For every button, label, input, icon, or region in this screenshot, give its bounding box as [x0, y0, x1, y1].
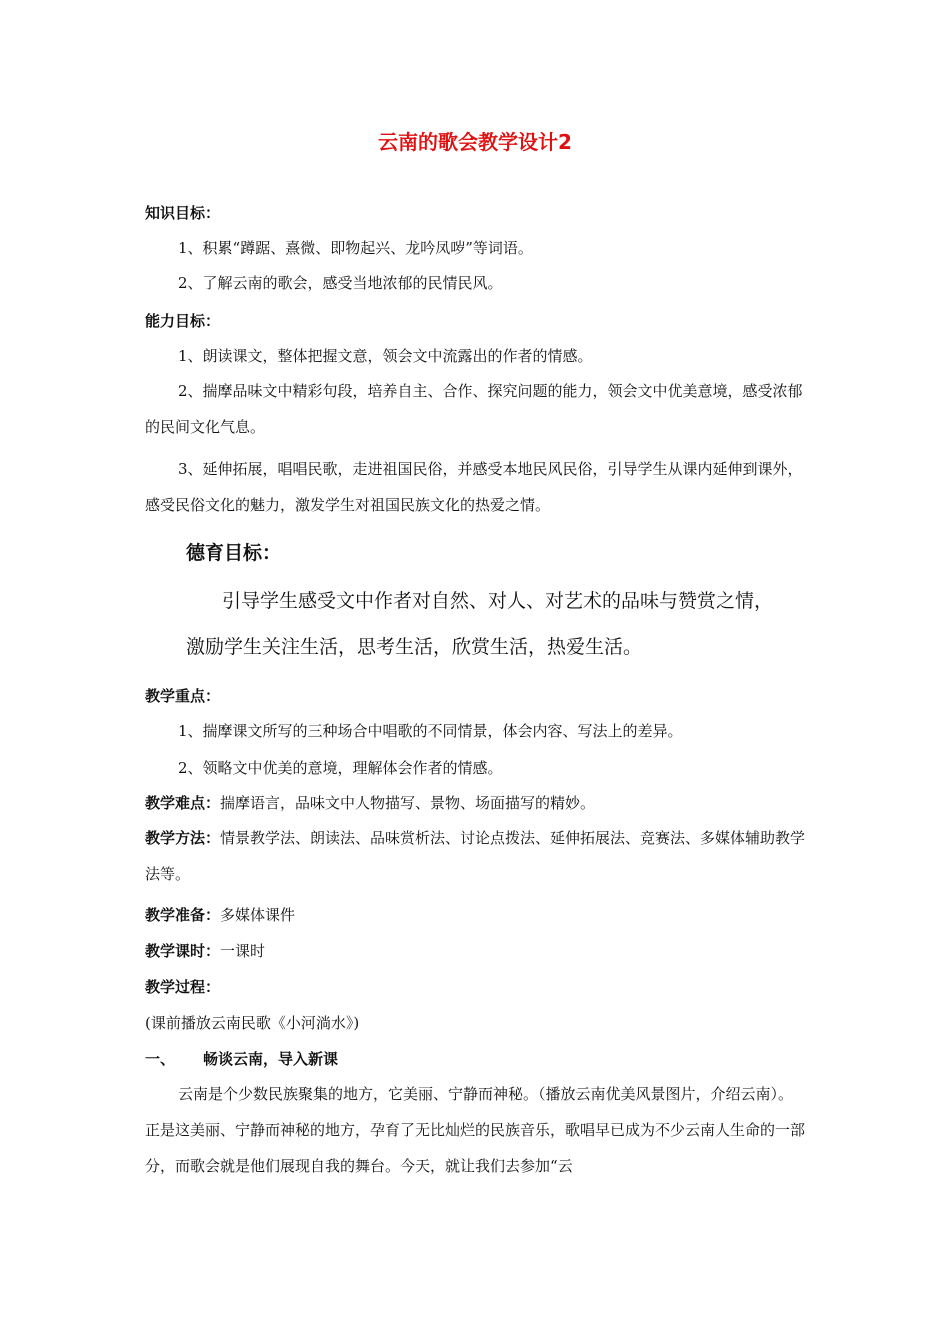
- ability-item: 1、朗读课文，整体把握文意，领会文中流露出的作者的情感。: [178, 347, 593, 365]
- difficulty-text: 揣摩语言，品味文中人物描写、景物、场面描写的精妙。: [220, 794, 596, 812]
- methods-row: [145, 820, 807, 892]
- ability-heading: 能力目标：: [145, 312, 221, 330]
- ability-item: 3、延伸拓展，唱唱民歌，走进祖国民俗，并感受本地民风民俗，引导学生从课内延伸到课外，感受民俗文化的魅力，激发学生对祖国民族文化的热爱之情。: [145, 460, 803, 514]
- knowledge-heading: 知识目标：: [145, 204, 221, 222]
- key-point-item: 1、揣摩课文所写的三种场合中唱歌的不同情景，体会内容、写法上的差异。: [178, 722, 683, 740]
- section-number: 一、: [145, 1050, 176, 1068]
- difficulty-row: [145, 793, 595, 813]
- duration-label: 教学课时：: [145, 942, 221, 960]
- duration-text: 一课时: [220, 942, 266, 960]
- moral-line: 激励学生关注生活，思考生活，欣赏生活，热爱生活。: [186, 636, 643, 658]
- process-note: (课前播放云南民歌《小河淌水》): [145, 1014, 360, 1032]
- key-points-heading: 教学重点：: [145, 687, 221, 705]
- difficulty-label: 教学难点：: [145, 794, 221, 812]
- methods-label: 教学方法：: [145, 829, 221, 847]
- ability-item: 2、揣摩品味文中精彩句段，培养自主、合作、探究问题的能力，领会文中优美意境，感受浓郁的民间文化气息。: [145, 382, 803, 436]
- methods-text: 情景教学法、朗读法、品味赏析法、讨论点拨法、延伸拓展法、竞赛法、多媒体辅助教学法等。: [145, 829, 806, 883]
- preparation-label: 教学准备：: [145, 906, 221, 924]
- knowledge-item: 1、积累“蹲踞、熹微、即物起兴、龙吟凤哕”等词语。: [178, 239, 533, 257]
- section-heading: [145, 1048, 338, 1069]
- preparation-text: 多媒体课件: [220, 906, 296, 924]
- document-title: 云南的歌会教学设计2: [378, 130, 572, 154]
- knowledge-item: 2、了解云南的歌会，感受当地浓郁的民情民风。: [178, 274, 503, 292]
- moral-line: 引导学生感受文中作者对自然、对人、对艺术的品味与赞赏之情，: [222, 590, 774, 612]
- preparation-row: [145, 905, 295, 925]
- process-heading: 教学过程：: [145, 978, 221, 996]
- duration-row: [145, 941, 265, 961]
- moral-heading: 德育目标：: [186, 542, 282, 564]
- intro-paragraph: 云南是个少数民族聚集的地方，它美丽、宁静而神秘。（播放云南优美风景图片，介绍云南）。正是这美丽、宁静而神秘的地方，孕育了无比灿烂的民族音乐，歌唱早已成为不少云南人生命的一部分，而歌会就是他们展现自我的舞台。今天，就让我们去参加“云: [145, 1085, 806, 1175]
- section-title: 畅谈云南，导入新课: [203, 1050, 339, 1068]
- key-point-item: 2、领略文中优美的意境，理解体会作者的情感。: [178, 759, 503, 777]
